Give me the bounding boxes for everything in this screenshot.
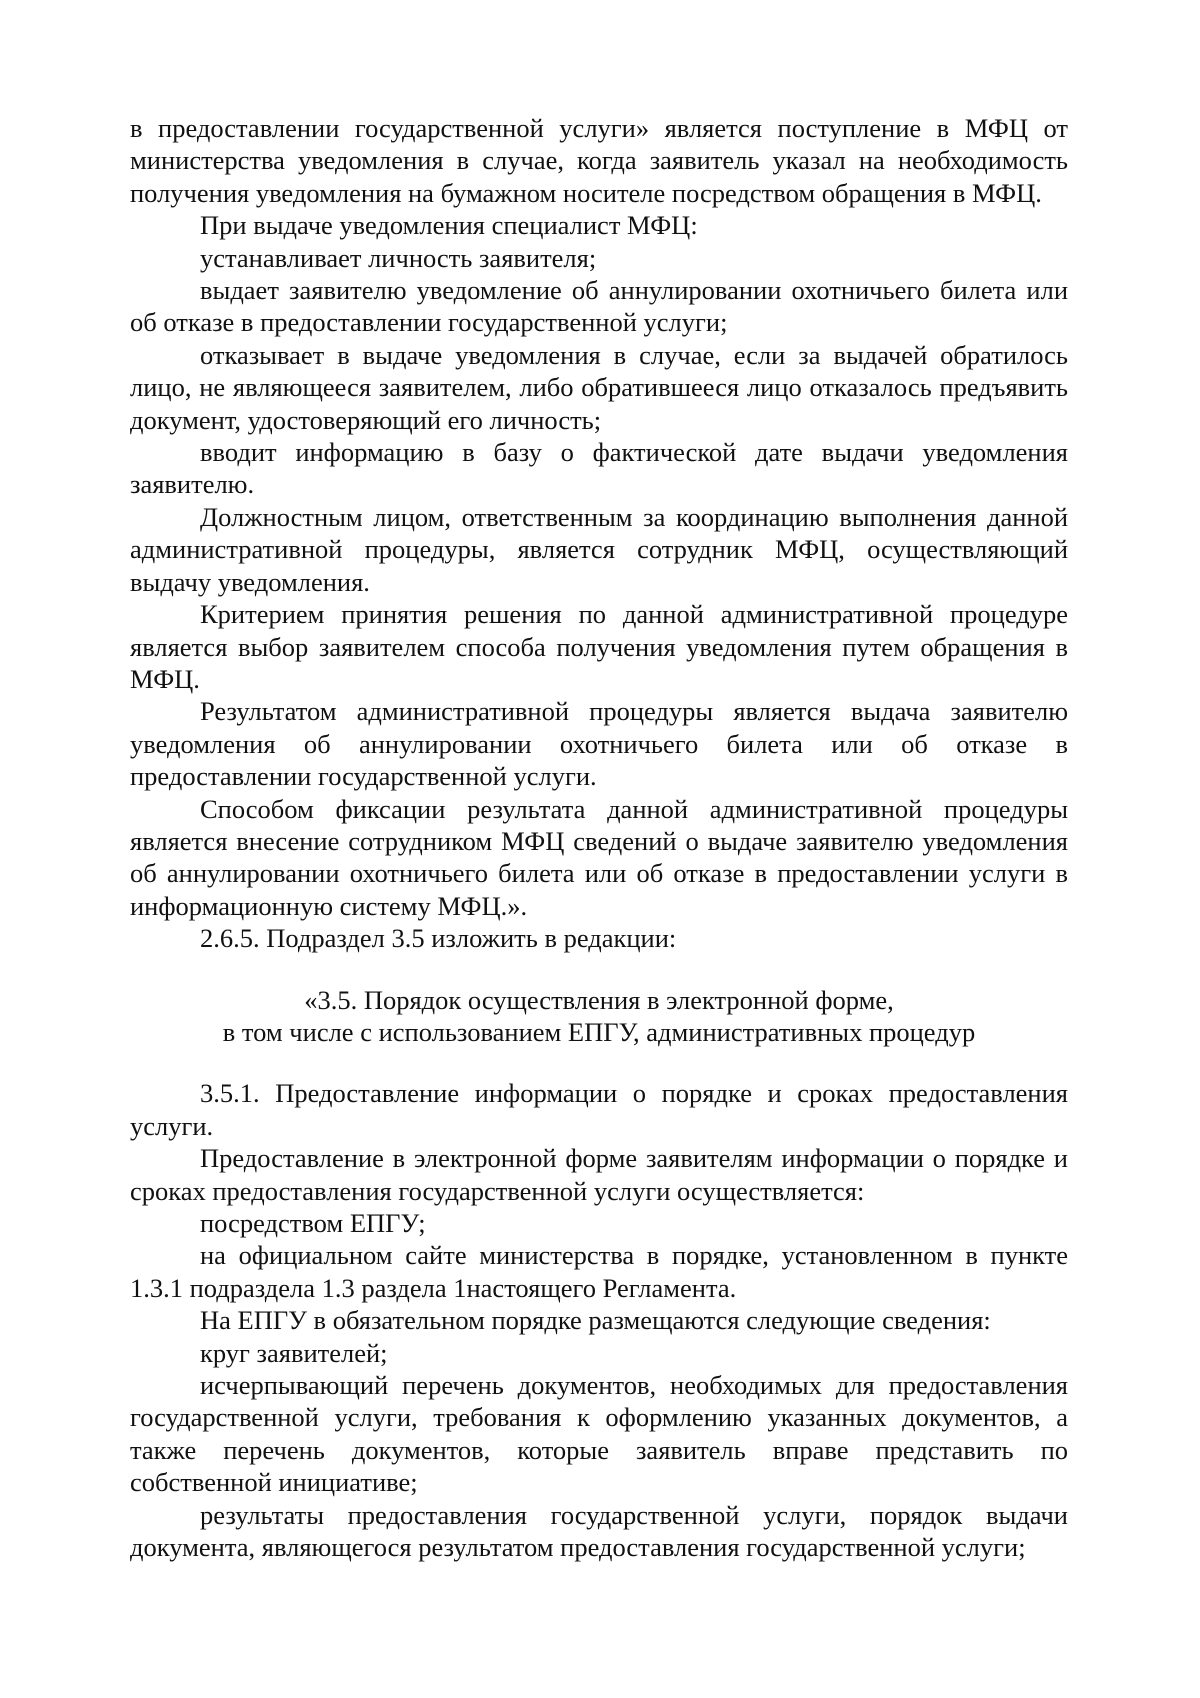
paragraph-fixation-method: Способом фиксации результата данной административной процедуры является внесение сотрудником МФЦ сведений о выдаче заявителю уведомления об аннулировании охотничьего билета или об отказе в предоставлении услуги в информационную систему МФЦ.». [130, 793, 1068, 921]
paragraph-official-site: на официальном сайте министерства в порядке, установленном в пункте 1.3.1 подраздела 1.3 раздела 1настоящего Регламента. [130, 1240, 1068, 1303]
paragraph-electronic-info: Предоставление в электронной форме заявителям информации о порядке и сроках предоставления государственной услуги осуществляется: [130, 1143, 1068, 1206]
paragraph-procedure-result: Результатом административной процедуры является выдача заявителю уведомления об аннулировании охотничьего билета или об отказе в предоставлении государственной услуги. [130, 696, 1068, 792]
paragraph-continuation: в предоставлении государственной услуги» является поступление в МФЦ от министерства уведомления в случае, когда заявитель указал на необходимость получения уведомления на бумажном носителе посредством обращения в МФЦ. [130, 113, 1068, 208]
paragraph-documents-list: исчерпывающий перечень документов, необходимых для предоставления государственной услуги, требования к оформлению указанных документов, а также перечень документов, которые заявитель вправе представить по собственной инициативе; [130, 1370, 1068, 1498]
paragraph-results: результаты предоставления государственной услуги, порядок выдачи документа, являющегося результатом предоставления государственной услуги; [130, 1499, 1068, 1563]
section-heading-line-2: в том числе с использованием ЕПГУ, административных процедур [222, 1016, 976, 1047]
paragraph-refuse-issue: отказывает в выдаче уведомления в случае, если за выдачей обратилось лицо, не являющееся заявителем, либо обратившееся лицо отказалось предъявить документ, удостоверяющий его личность; [130, 339, 1068, 435]
paragraph-enter-info: вводит информацию в базу о фактической дате выдачи уведомления заявителю. [130, 437, 1068, 500]
paragraph-identify-applicant: устанавливает личность заявителя; [200, 242, 597, 273]
paragraph-decision-criterion: Критерием принятия решения по данной административной процедуре является выбор заявителем способа получения уведомления путем обращения в МФЦ. [130, 599, 1068, 694]
section-heading-line-1: «3.5. Порядок осуществления в электронной форме, [304, 984, 894, 1015]
spacer [130, 1048, 1068, 1077]
document-page [130, 112, 1068, 1563]
paragraph-amendment-2-6-5: 2.6.5. Подраздел 3.5 изложить в редакции: [200, 923, 677, 954]
paragraph-epgu-info: На ЕПГУ в обязательном порядке размещаются следующие сведения: [200, 1305, 991, 1336]
paragraph-mfc-specialist: При выдаче уведомления специалист МФЦ: [200, 210, 698, 241]
paragraph-via-epgu: посредством ЕПГУ; [200, 1208, 426, 1238]
paragraph-applicants: круг заявителей; [200, 1337, 388, 1368]
spacer [130, 955, 1068, 984]
paragraph-3-5-1: 3.5.1. Предоставление информации о порядке и сроках предоставления услуги. [130, 1078, 1068, 1141]
paragraph-responsible-official: Должностным лицом, ответственным за координацию выполнения данной административной процедуры, является сотрудник МФЦ, осуществляющий выдачу уведомления. [130, 501, 1068, 597]
paragraph-issue-notice: выдает заявителю уведомление об аннулировании охотничьего билета или об отказе в предоставлении государственной услуги; [130, 275, 1068, 338]
